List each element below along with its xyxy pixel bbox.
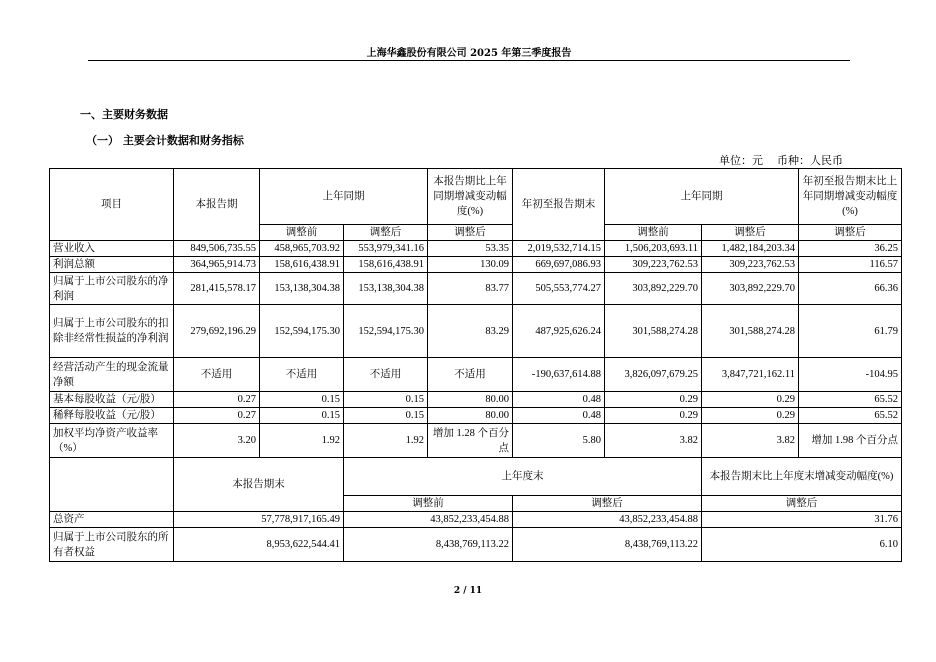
cell: 61.79 — [799, 305, 902, 358]
cell: 6.10 — [702, 528, 902, 562]
cell: 不适用 — [174, 358, 260, 392]
cell: 0.29 — [605, 392, 702, 408]
table-row — [50, 392, 902, 408]
row-label: 归属于上市公司股东的所有者权益 — [50, 528, 174, 562]
cell: 8,953,622,544.41 — [174, 528, 344, 562]
financial-data-table — [49, 168, 902, 562]
cell: 增加 1.28 个百分点 — [428, 424, 513, 458]
cell: 不适用 — [344, 358, 428, 392]
cell: 279,692,196.29 — [174, 305, 260, 358]
cell: 0.29 — [605, 408, 702, 424]
cell: 1.92 — [260, 424, 344, 458]
cell: 0.48 — [513, 392, 605, 408]
cell: 2,019,532,714.15 — [513, 241, 605, 257]
cell: 3,847,721,162.11 — [702, 358, 799, 392]
row-label: 归属于上市公司股东的扣除非经常性损益的净利润 — [50, 305, 174, 358]
table-row — [50, 512, 902, 528]
cell: 43,852,233,454.88 — [513, 512, 702, 528]
cell: 57,778,917,165.49 — [174, 512, 344, 528]
table-row — [50, 257, 902, 273]
cell: 1,506,203,693.11 — [605, 241, 702, 257]
cell: 152,594,175.30 — [260, 305, 344, 358]
header-after: 调整后 — [702, 225, 799, 241]
cell: 303,892,229.70 — [605, 273, 702, 305]
header-prev-year-ytd: 上年同期 — [605, 169, 799, 225]
cell: 309,223,762.53 — [702, 257, 799, 273]
cell: 505,553,774.27 — [513, 273, 605, 305]
table-row — [50, 273, 902, 305]
header-yoy-change: 本报告期比上年同期增减变动幅度(%) — [428, 169, 513, 225]
cell: 849,506,735.55 — [174, 241, 260, 257]
cell: 80.00 — [428, 392, 513, 408]
cell: 303,892,229.70 — [702, 273, 799, 305]
section-subtitle: （一） 主要会计数据和财务指标 — [86, 134, 244, 147]
unit-label: 单位：元 — [719, 154, 763, 167]
row-label: 总资产 — [50, 512, 174, 528]
cell: 53.35 — [428, 241, 513, 257]
table-row — [50, 424, 902, 458]
cell: 0.29 — [702, 392, 799, 408]
report-header: 上海华鑫股份有限公司 2025 年第三季度报告 — [366, 48, 572, 59]
row-label: 归属于上市公司股东的净利润 — [50, 273, 174, 305]
table-row — [50, 305, 902, 358]
cell: -104.95 — [799, 358, 902, 392]
cell: 0.15 — [344, 392, 428, 408]
cell: 0.27 — [174, 408, 260, 424]
header-rule — [88, 60, 850, 61]
cell: 281,415,578.17 — [174, 273, 260, 305]
cell: 0.15 — [260, 408, 344, 424]
cell: 301,588,274.28 — [702, 305, 799, 358]
header-period-end: 本报告期末 — [174, 458, 344, 512]
header-after: 调整后 — [344, 225, 428, 241]
header-prev-year: 上年同期 — [260, 169, 428, 225]
row-label: 经营活动产生的现金流量净额 — [50, 358, 174, 392]
cell: 553,979,341.16 — [344, 241, 428, 257]
cell: 364,965,914.73 — [174, 257, 260, 273]
cell: 0.29 — [702, 408, 799, 424]
cell: 153,138,304.38 — [344, 273, 428, 305]
table-row — [50, 241, 902, 257]
cell: 80.00 — [428, 408, 513, 424]
header-before: 调整前 — [260, 225, 344, 241]
cell: 158,616,438.91 — [344, 257, 428, 273]
table-row — [50, 528, 902, 562]
cell: 153,138,304.38 — [260, 273, 344, 305]
header-after: 调整后 — [513, 496, 702, 512]
cell: 130.09 — [428, 257, 513, 273]
row-label: 利润总额 — [50, 257, 174, 273]
table-row — [50, 358, 902, 392]
cell: 31.76 — [702, 512, 902, 528]
header-change: 本报告期末比上年度末增减变动幅度(%) — [702, 458, 902, 496]
cell: 309,223,762.53 — [605, 257, 702, 273]
cell: 0.48 — [513, 408, 605, 424]
cell: 152,594,175.30 — [344, 305, 428, 358]
cell: 0.15 — [344, 408, 428, 424]
cell: -190,637,614.88 — [513, 358, 605, 392]
cell: 301,588,274.28 — [605, 305, 702, 358]
header-current-period: 本报告期 — [174, 169, 260, 241]
row-label: 营业收入 — [50, 241, 174, 257]
unit-line — [719, 152, 843, 168]
cell: 458,965,703.92 — [260, 241, 344, 257]
row-label: 稀释每股收益（元/股） — [50, 408, 174, 424]
cell: 8,438,769,113.22 — [513, 528, 702, 562]
cell: 8,438,769,113.22 — [344, 528, 513, 562]
cell: 不适用 — [428, 358, 513, 392]
header-after: 调整后 — [702, 496, 902, 512]
cell: 1,482,184,203.34 — [702, 241, 799, 257]
cell: 43,852,233,454.88 — [344, 512, 513, 528]
cell: 5.80 — [513, 424, 605, 458]
cell: 3.20 — [174, 424, 260, 458]
cell: 3.82 — [605, 424, 702, 458]
currency-label: 币种：人民币 — [777, 154, 843, 167]
cell: 487,925,626.24 — [513, 305, 605, 358]
cell: 不适用 — [260, 358, 344, 392]
row-label: 基本每股收益（元/股） — [50, 392, 174, 408]
cell: 158,616,438.91 — [260, 257, 344, 273]
cell: 36.25 — [799, 241, 902, 257]
table-row — [50, 408, 902, 424]
header-after: 调整后 — [799, 225, 902, 241]
header-prev-year-end: 上年度末 — [344, 458, 702, 496]
cell: 增加 1.98 个百分点 — [799, 424, 902, 458]
cell: 83.29 — [428, 305, 513, 358]
section-title: 一、主要财务数据 — [80, 108, 168, 121]
header-after: 调整后 — [428, 225, 513, 241]
header-ytd: 年初至报告期末 — [513, 169, 605, 241]
cell: 0.27 — [174, 392, 260, 408]
cell: 3,826,097,679.25 — [605, 358, 702, 392]
row-label: 加权平均净资产收益率（%） — [50, 424, 174, 458]
cell: 66.36 — [799, 273, 902, 305]
header-item: 项目 — [50, 169, 174, 241]
cell: 1.92 — [344, 424, 428, 458]
header-before: 调整前 — [605, 225, 702, 241]
cell: 83.77 — [428, 273, 513, 305]
cell: 65.52 — [799, 392, 902, 408]
header-before: 调整前 — [344, 496, 513, 512]
cell: 3.82 — [702, 424, 799, 458]
page-number: 2 / 11 — [453, 586, 483, 596]
cell: 0.15 — [260, 392, 344, 408]
cell: 669,697,086.93 — [513, 257, 605, 273]
cell: 116.57 — [799, 257, 902, 273]
cell: 65.52 — [799, 408, 902, 424]
header-ytd-change: 年初至报告期末比上年同期增减变动幅度(%) — [799, 169, 902, 225]
header-blank — [50, 458, 174, 512]
